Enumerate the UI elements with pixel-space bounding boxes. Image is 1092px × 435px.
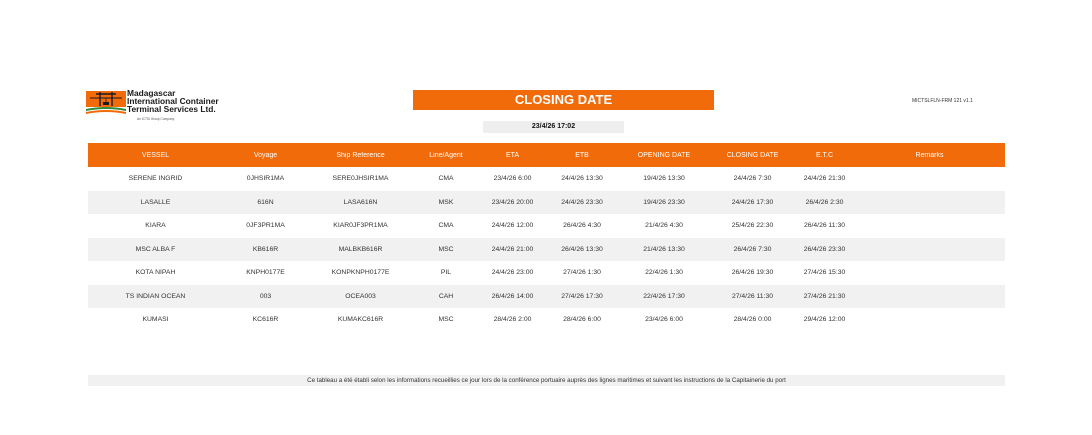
- table-cell: 26/4/26 11:30: [803, 222, 846, 230]
- table-cell: 24/4/26 23:30: [561, 198, 603, 206]
- table-cell: MALBKB616R: [338, 245, 383, 253]
- table-cell: SERENE INGRID: [128, 175, 183, 183]
- table-cell: KUMAKC616R: [337, 316, 384, 324]
- table-row: [88, 285, 1005, 309]
- column-header: VESSEL: [141, 151, 170, 159]
- table-cell: 24/4/26 17:30: [731, 198, 774, 206]
- table-cell: 26/4/26 13:30: [561, 245, 603, 253]
- table-cell: 24/4/26 7:30: [733, 175, 772, 183]
- table-cell: 22/4/26 17:30: [643, 292, 685, 300]
- table-cell: KB616R: [252, 245, 279, 253]
- table-cell: KIARA: [145, 222, 166, 230]
- table-cell: 28/4/26 0:00: [733, 316, 772, 324]
- table-cell: PIL: [440, 269, 452, 277]
- table-header-row: [88, 143, 1005, 167]
- table-cell: 003: [259, 292, 272, 300]
- footer-note: Ce tableau a été établi selon les informations recueillies ce jour lors de la conférence portuaire auprès des lignes maritimes et suivant les instructions de la Capitainerie du port: [88, 375, 1005, 386]
- table-cell: 25/4/26 22:30: [731, 222, 774, 230]
- logo-tagline: An ICTSI Group Company: [137, 117, 175, 121]
- table-row: [88, 191, 1005, 215]
- table-cell: 24/4/26 12:00: [491, 222, 534, 230]
- table-cell: KONPKNPH0177E: [331, 269, 390, 277]
- table-cell: 24/4/26 21:00: [491, 245, 534, 253]
- table-cell: CMA: [438, 222, 454, 230]
- table-row: [88, 238, 1005, 262]
- table-cell: 27/4/26 11:30: [731, 292, 774, 300]
- table-cell: 27/4/26 17:30: [561, 292, 603, 300]
- table-cell: 21/4/26 4:30: [645, 222, 683, 230]
- table-row: [88, 214, 1005, 238]
- column-header: Remarks: [915, 151, 944, 159]
- table-cell: 21/4/26 13:30: [643, 245, 685, 253]
- table-cell: 19/4/26 23:30: [643, 198, 685, 206]
- table-cell: LASA616N: [343, 198, 378, 206]
- table-cell: KC616R: [252, 316, 279, 324]
- table-cell: KUMASI: [142, 316, 169, 324]
- table-cell: 616N: [257, 198, 274, 206]
- table-cell: 27/4/26 21:30: [803, 292, 846, 300]
- table-cell: 23/4/26 20:00: [491, 198, 534, 206]
- report-date: 23/4/26 17:02: [483, 121, 624, 133]
- column-header: Ship Reference: [336, 151, 385, 159]
- crane-logo-icon: [86, 89, 128, 119]
- table-cell: 26/4/26 2:30: [805, 198, 844, 206]
- table-cell: 0JHSIR1MA: [246, 175, 285, 183]
- company-logo: [86, 89, 236, 123]
- table-cell: 26/4/26 14:00: [491, 292, 534, 300]
- table-row: [88, 167, 1005, 191]
- table-cell: 24/4/26 23:00: [491, 269, 534, 277]
- table-cell: 26/4/26 19:30: [731, 269, 774, 277]
- table-cell: CAH: [438, 292, 454, 300]
- table-cell: 28/4/26 6:00: [563, 316, 601, 324]
- table-row: [88, 261, 1005, 285]
- table-cell: TS INDIAN OCEAN: [125, 292, 186, 300]
- column-header: CLOSING DATE: [726, 151, 779, 159]
- table-cell: 27/4/26 1:30: [563, 269, 601, 277]
- table-cell: 27/4/26 15:30: [803, 269, 846, 277]
- table-cell: 29/4/26 12:00: [803, 316, 846, 324]
- table-cell: KNPH0177E: [246, 269, 285, 277]
- table-body: [88, 167, 1005, 332]
- table-cell: 24/4/26 13:30: [561, 175, 603, 183]
- column-header: ETA: [505, 151, 520, 159]
- table-cell: 26/4/26 4:30: [563, 222, 601, 230]
- table-cell: 28/4/26 2:00: [493, 316, 532, 324]
- table-cell: LASALLE: [140, 198, 171, 206]
- form-code: MICTSLFLN-FRM 121 v1.1: [912, 98, 973, 104]
- table-cell: KIAR0JF3PR1MA: [333, 222, 388, 230]
- logo-line-1: Madagascar: [127, 88, 176, 98]
- table-cell: MSC: [438, 245, 454, 253]
- table-row: [88, 308, 1005, 332]
- closing-date-table: [88, 143, 1005, 332]
- column-header: Line/Agent: [429, 151, 463, 159]
- column-header: Voyage: [253, 151, 278, 159]
- table-cell: 24/4/26 21:30: [803, 175, 846, 183]
- column-header: ETB: [575, 151, 589, 159]
- table-cell: 22/4/26 1:30: [645, 269, 683, 277]
- table-cell: MSC: [438, 316, 454, 324]
- table-cell: 26/4/26 23:30: [803, 245, 846, 253]
- table-cell: CMA: [438, 175, 454, 183]
- table-cell: MSK: [438, 198, 454, 206]
- column-header: E.T.C: [815, 151, 834, 159]
- logo-line-3: Terminal Services Ltd.: [127, 104, 216, 114]
- table-cell: KOTA NIPAH: [135, 269, 176, 277]
- logo-line-2: International Container: [127, 96, 219, 106]
- table-cell: 23/4/26 6:00: [645, 316, 683, 324]
- table-cell: MSC ALBA F: [135, 245, 176, 253]
- table-cell: 23/4/26 6:00: [493, 175, 532, 183]
- table-cell: OCEA003: [345, 292, 376, 300]
- table-cell: SERE0JHSIR1MA: [332, 175, 389, 183]
- table-cell: 0JF3PR1MA: [246, 222, 285, 230]
- table-cell: 26/4/26 7:30: [733, 245, 772, 253]
- table-cell: 19/4/26 13:30: [643, 175, 685, 183]
- logo-company-name: [127, 89, 219, 113]
- column-header: OPENING DATE: [637, 151, 691, 159]
- page-title: CLOSING DATE: [413, 90, 714, 110]
